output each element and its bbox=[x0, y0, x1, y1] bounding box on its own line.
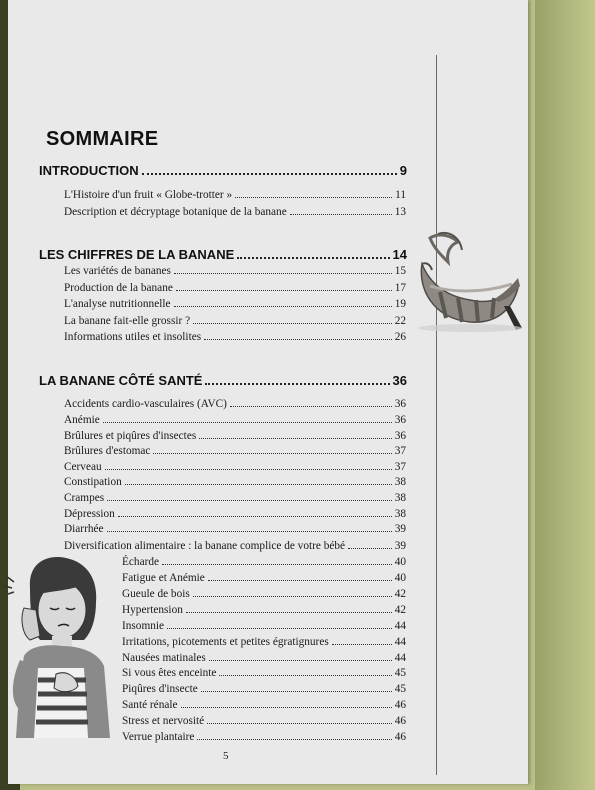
entry-label: Constipation bbox=[64, 476, 122, 488]
entry-page: 38 bbox=[394, 508, 406, 520]
entry-label: Brûlures d'estomac bbox=[64, 445, 151, 457]
page-title: SOMMAIRE bbox=[46, 128, 159, 150]
dot-leader bbox=[153, 453, 391, 454]
headache-woman-illustration bbox=[0, 548, 112, 738]
toc-entry[interactable] bbox=[64, 430, 406, 442]
entry-page: 15 bbox=[394, 265, 406, 277]
entry-label: L'Histoire d'un fruit « Globe-trotter » bbox=[64, 189, 233, 201]
toc-entry[interactable] bbox=[122, 636, 406, 648]
entry-label: Gueule de bois bbox=[122, 588, 190, 600]
toc-entry[interactable] bbox=[122, 572, 406, 584]
toc-entry[interactable] bbox=[64, 492, 406, 504]
toc-entry[interactable] bbox=[64, 508, 406, 520]
entry-label: Irritations, picotements et petites égratignures bbox=[122, 636, 329, 648]
toc-section-heading[interactable] bbox=[39, 247, 407, 262]
entry-label: Brûlures et piqûres d'insectes bbox=[64, 430, 197, 442]
toc-section-heading[interactable] bbox=[39, 163, 407, 178]
toc-entry[interactable] bbox=[64, 461, 406, 473]
entry-page: 39 bbox=[394, 523, 406, 535]
toc-entry[interactable] bbox=[122, 731, 406, 743]
dot-leader bbox=[186, 612, 392, 613]
entry-label: Stress et nervosité bbox=[122, 715, 205, 727]
entry-page: 37 bbox=[394, 461, 406, 473]
entry-label: Nausées matinales bbox=[122, 652, 206, 664]
entry-label: Production de la banane bbox=[64, 282, 173, 294]
section-page: 36 bbox=[392, 373, 407, 388]
banana-peel-illustration bbox=[400, 228, 528, 340]
toc-entry[interactable] bbox=[64, 523, 406, 535]
entry-label: L'analyse nutritionnelle bbox=[64, 298, 171, 310]
entry-label: Écharde bbox=[122, 556, 160, 568]
toc-entry[interactable] bbox=[122, 667, 406, 679]
section-title: LES CHIFFRES DE LA BANANE bbox=[39, 247, 235, 262]
pain-lines bbox=[4, 576, 14, 594]
entry-page: 38 bbox=[394, 492, 406, 504]
entry-page: 22 bbox=[394, 315, 406, 327]
entry-page: 40 bbox=[394, 572, 406, 584]
toc-entry[interactable] bbox=[122, 556, 406, 568]
entry-label: La banane fait-elle grossir ? bbox=[64, 315, 191, 327]
entry-label: Cerveau bbox=[64, 461, 102, 473]
entry-label: Insomnie bbox=[122, 620, 165, 632]
dot-leader bbox=[176, 290, 392, 291]
entry-page: 45 bbox=[394, 683, 406, 695]
margin-rule bbox=[436, 55, 437, 775]
toc-entry[interactable] bbox=[122, 620, 406, 632]
entry-label: Anémie bbox=[64, 414, 100, 426]
entry-page: 36 bbox=[394, 398, 406, 410]
toc-entry[interactable] bbox=[122, 683, 406, 695]
entry-page: 46 bbox=[394, 715, 406, 727]
dot-leader bbox=[193, 596, 392, 597]
dot-leader bbox=[201, 691, 392, 692]
entry-label: Verrue plantaire bbox=[122, 731, 195, 743]
toc-entry[interactable] bbox=[64, 189, 406, 201]
dot-leader bbox=[162, 564, 392, 565]
entry-page: 46 bbox=[394, 699, 406, 711]
dot-leader bbox=[193, 323, 392, 324]
toc-entry[interactable] bbox=[122, 715, 406, 727]
dot-leader bbox=[205, 383, 389, 385]
entry-label: Santé rénale bbox=[122, 699, 178, 711]
entry-label: Si vous êtes enceinte bbox=[122, 667, 217, 679]
entry-label: Accidents cardio-vasculaires (AVC) bbox=[64, 398, 227, 410]
entry-page: 44 bbox=[394, 620, 406, 632]
entry-page: 46 bbox=[394, 731, 406, 743]
entry-label: Les variétés de bananes bbox=[64, 265, 171, 277]
entry-page: 19 bbox=[394, 298, 406, 310]
entry-label: Description et décryptage botanique de la banane bbox=[64, 206, 287, 218]
dot-leader bbox=[174, 273, 392, 274]
dot-leader bbox=[204, 339, 392, 340]
dot-leader bbox=[290, 214, 392, 215]
page-number: 5 bbox=[223, 750, 229, 762]
section-title: INTRODUCTION bbox=[39, 163, 139, 178]
dot-leader bbox=[174, 306, 392, 307]
entry-page: 17 bbox=[394, 282, 406, 294]
dot-leader bbox=[125, 484, 392, 485]
section-page: 14 bbox=[392, 247, 407, 262]
entry-label: Crampes bbox=[64, 492, 105, 504]
entry-page: 11 bbox=[395, 189, 406, 201]
entry-page: 38 bbox=[394, 476, 406, 488]
dot-leader bbox=[142, 173, 397, 175]
dot-leader bbox=[199, 438, 391, 439]
entry-page: 13 bbox=[394, 206, 406, 218]
entry-page: 40 bbox=[394, 556, 406, 568]
dot-leader bbox=[105, 469, 392, 470]
toc-entry[interactable] bbox=[64, 476, 406, 488]
toc-entry[interactable] bbox=[122, 652, 406, 664]
entry-page: 45 bbox=[394, 667, 406, 679]
toc-entry[interactable] bbox=[64, 445, 406, 457]
book-page bbox=[8, 0, 528, 784]
entry-page: 37 bbox=[394, 445, 406, 457]
entry-page: 26 bbox=[394, 331, 406, 343]
section-title: LA BANANE CÔTÉ SANTÉ bbox=[39, 373, 203, 388]
dot-leader bbox=[118, 516, 392, 517]
toc-entry[interactable] bbox=[122, 604, 406, 616]
section-page: 9 bbox=[399, 163, 407, 178]
dot-leader bbox=[208, 580, 392, 581]
dot-leader bbox=[332, 644, 392, 645]
toc-entry[interactable] bbox=[64, 315, 406, 327]
dot-leader bbox=[103, 422, 392, 423]
dot-leader bbox=[207, 723, 392, 724]
toc-entry[interactable] bbox=[122, 699, 406, 711]
toc-entry[interactable] bbox=[122, 588, 406, 600]
dot-leader bbox=[181, 707, 392, 708]
dot-leader bbox=[348, 548, 392, 549]
toc-entry[interactable] bbox=[64, 282, 406, 294]
toc-entry[interactable] bbox=[64, 206, 406, 218]
toc-entry[interactable] bbox=[64, 540, 406, 552]
entry-label: Fatigue et Anémie bbox=[122, 572, 205, 584]
dot-leader bbox=[197, 739, 391, 740]
toc-entry[interactable] bbox=[64, 331, 406, 343]
entry-page: 42 bbox=[394, 604, 406, 616]
dot-leader bbox=[107, 531, 392, 532]
toc-section-heading[interactable] bbox=[39, 373, 407, 388]
entry-page: 36 bbox=[394, 430, 406, 442]
entry-label: Dépression bbox=[64, 508, 115, 520]
toc-entry[interactable] bbox=[64, 398, 406, 410]
entry-label: Informations utiles et insolites bbox=[64, 331, 202, 343]
dot-leader bbox=[237, 257, 389, 259]
entry-label: Diarrhée bbox=[64, 523, 104, 535]
toc-entry[interactable] bbox=[64, 414, 406, 426]
entry-page: 44 bbox=[394, 636, 406, 648]
dot-leader bbox=[167, 628, 392, 629]
dot-leader bbox=[209, 660, 392, 661]
entry-label: Hypertension bbox=[122, 604, 183, 616]
dot-leader bbox=[235, 197, 392, 198]
toc-entry[interactable] bbox=[64, 265, 406, 277]
toc-entry[interactable] bbox=[64, 298, 406, 310]
dot-leader bbox=[107, 500, 392, 501]
dot-leader bbox=[230, 406, 392, 407]
entry-page: 44 bbox=[394, 652, 406, 664]
entry-label: Piqûres d'insecte bbox=[122, 683, 198, 695]
entry-page: 42 bbox=[394, 588, 406, 600]
dot-leader bbox=[219, 675, 391, 676]
background-right bbox=[535, 0, 595, 790]
entry-page: 39 bbox=[394, 540, 406, 552]
entry-label: Diversification alimentaire : la banane complice de votre bébé bbox=[64, 540, 346, 552]
entry-page: 36 bbox=[394, 414, 406, 426]
